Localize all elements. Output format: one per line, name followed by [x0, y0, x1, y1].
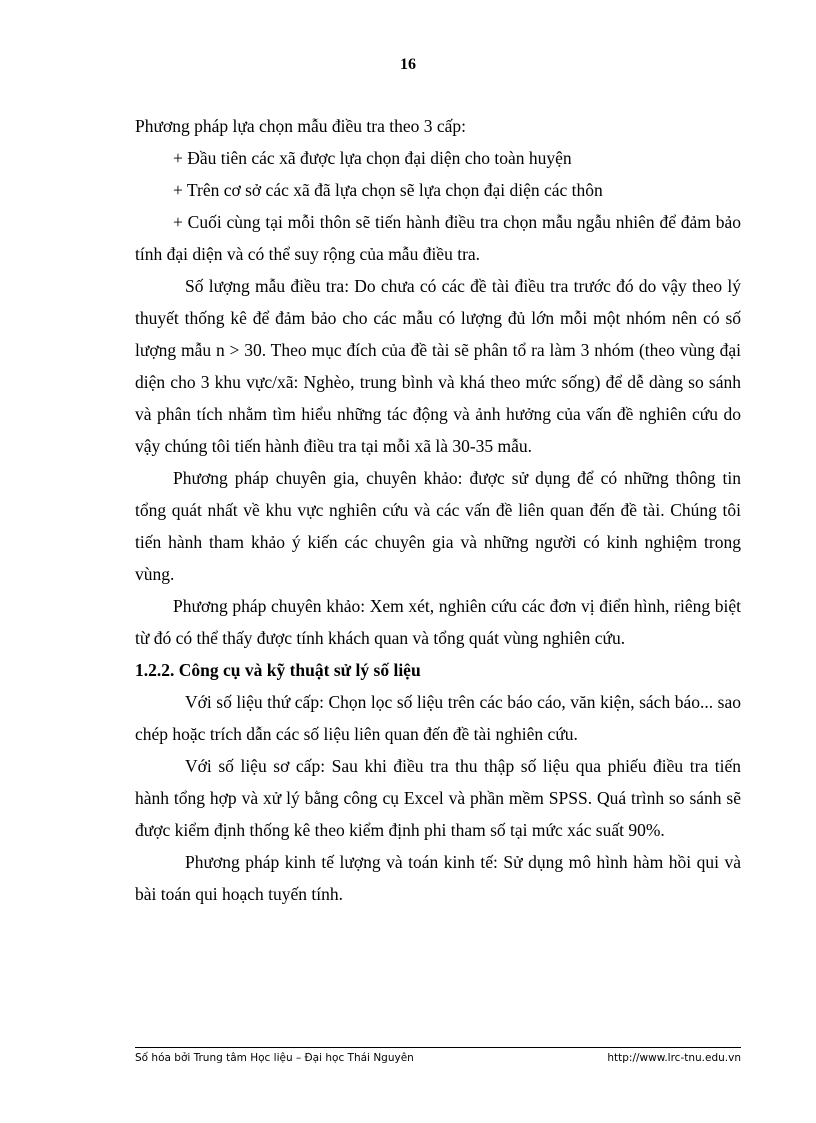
paragraph-step-2: + Trên cơ sở các xã đã lựa chọn sẽ lựa chọn đại diện các thôn — [173, 180, 603, 200]
paragraph-econometrics: Phương pháp kinh tế lượng và toán kinh tế: Sử dụng mô hình hàm hồi qui và bài toán qui hoạch tuyến tính. — [135, 852, 741, 904]
paragraph-expert-method: Phương pháp chuyên gia, chuyên khảo: được sử dụng để có những thông tin tổng quát nhất về khu vực nghiên cứu và các vấn đề liên quan đến đề tài. Chúng tôi tiến hành tham khảo ý kiến các chuyên gia và những người có kinh nghiệm trong vùng. — [135, 468, 741, 584]
footer-divider — [135, 1047, 741, 1048]
paragraph-sampling-intro: Phương pháp lựa chọn mẫu điều tra theo 3 cấp: — [135, 116, 466, 136]
paragraph-secondary-data: Với số liệu thứ cấp: Chọn lọc số liệu trên các báo cáo, văn kiện, sách báo... sao chép hoặc trích dẫn các số liệu liên quan đến đề tài nghiên cứu. — [135, 692, 741, 744]
footer-url: http://www.lrc-tnu.edu.vn — [607, 1052, 741, 1064]
paragraph-primary-data: Với số liệu sơ cấp: Sau khi điều tra thu thập số liệu qua phiếu điều tra tiến hành tổng hợp và xử lý bằng công cụ Excel và phần mềm SPSS. Quá trình so sánh sẽ được kiểm định thống kê theo kiểm định phi tham số tại mức xác suất 90%. — [135, 756, 741, 840]
paragraph-case-study-method: Phương pháp chuyên khảo: Xem xét, nghiên cứu các đơn vị điển hình, riêng biệt từ đó có thể thấy được tính khách quan và tổng quát vùng nghiên cứu. — [135, 596, 741, 648]
paragraph-sample-size: Số lượng mẫu điều tra: Do chưa có các đề tài điều tra trước đó do vậy theo lý thuyết thống kê để đảm bảo cho các mẫu có lượng đủ lớn mỗi một nhóm nên có số lượng mẫu n > 30. Theo mục đích của đề tài sẽ phân tổ ra làm 3 nhóm (theo vùng đại diện cho 3 khu vực/xã: Nghèo, trung bình và khá theo mức sống) để dễ dàng so sánh và phân tích nhằm tìm hiểu những tác động và ảnh hưởng của vấn đề nghiên cứu do vậy chúng tôi tiến hành điều tra tại mỗi xã là 30-35 mẫu. — [135, 276, 741, 456]
paragraph-step-3: + Cuối cùng tại mỗi thôn sẽ tiến hành điều tra chọn mẫu ngẫu nhiên để đảm bảo tính đại diện và có thể suy rộng của mẫu điều tra. — [135, 212, 741, 264]
section-heading: 1.2.2. Công cụ và kỹ thuật sử lý số liệu — [135, 660, 421, 680]
footer-credit: Số hóa bởi Trung tâm Học liệu – Đại học Thái Nguyên — [135, 1052, 414, 1064]
page-footer — [135, 1052, 741, 1064]
document-body — [135, 110, 741, 910]
page-number: 16 — [400, 56, 416, 73]
paragraph-step-1: + Đầu tiên các xã được lựa chọn đại diện cho toàn huyện — [173, 148, 572, 168]
